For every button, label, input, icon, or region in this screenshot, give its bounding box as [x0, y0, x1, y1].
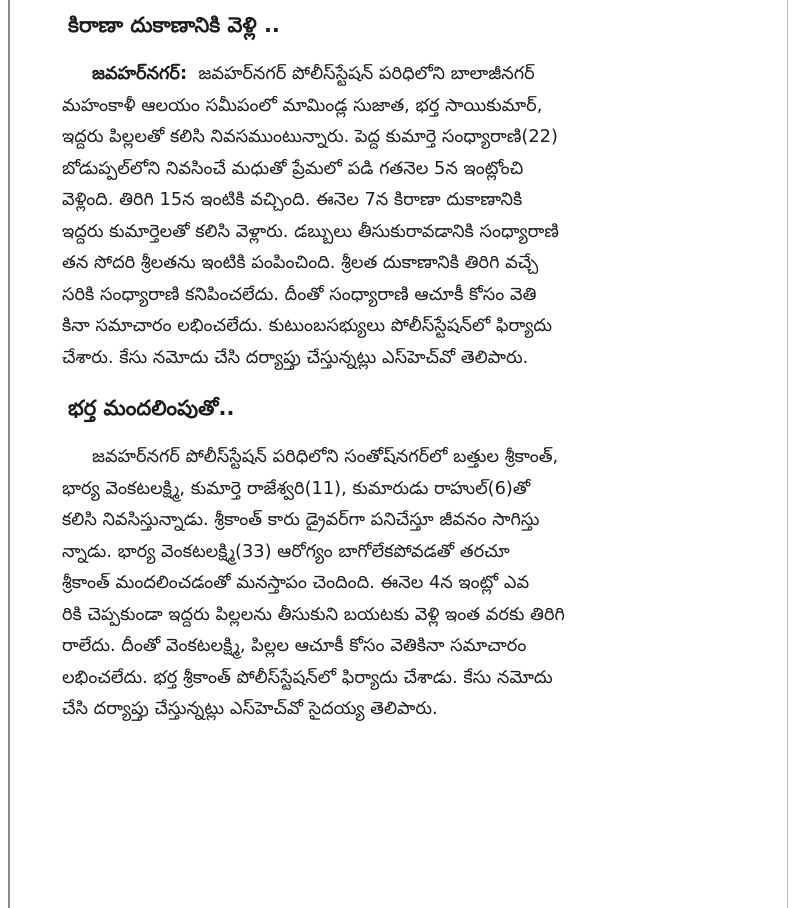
story1-line: మహంకాళీ ఆలయం సమీపంలో మామిండ్ల సుజాత, భర్త సాయికుమార్‌, — [62, 94, 543, 116]
story1-line: ఇద్దరు కుమార్తెలతో కలిసి వెళ్లారు. డబ్బులు తీసుకురావడానికి సంధ్యారాణి — [62, 220, 559, 242]
story2-line: రికి చెప్పకుండా ఇద్దరు పిల్లలను తీసుకుని బయటకు వెళ్లి ఇంత వరకు తిరిగి — [62, 603, 565, 625]
story1-line: బోడుప్పల్‌లోని నివసించే మధుతో ప్రేమలో పడి గతనెల 5న ఇంట్లోంచి — [62, 157, 524, 179]
story1-line — [62, 58, 762, 90]
story2-line: న్నాడు. భార్య వెంకటలక్ష్మి(33) ఆరోగ్యం బాగోలేకపోవడతో తరచూ — [62, 540, 510, 562]
article-column — [62, 10, 762, 725]
story2-line: భార్య వెంకటలక్ష్మి, కుమార్తె రాజేశ్వరి(11), కుమారుడు రాహుల్‌(6)తో — [62, 477, 531, 499]
story1-heading: కిరాణా దుకాణానికి వెళ్లి .. — [68, 13, 280, 37]
story1-line: చేశారు. కేసు నమోదు చేసి దర్యాప్తు చేస్తున్నట్లు ఎస్‌హెచ్‌వో తెలిపారు. — [62, 346, 529, 368]
right-column-rule — [787, 0, 788, 908]
story1-line: కినా సమాచారం లభించలేదు. కుటుంబసభ్యులు పోలీస్‌స్టేషన్‌లో ఫిర్యాదు — [62, 315, 553, 336]
story2-line: శ్రీకాంత్‌ మందలించడంతో మనస్తాపం చెందింది. ఈనెల 4న ఇంట్లో ఎవ — [62, 572, 530, 593]
story1-line: తన సోదరి శ్రీలతను ఇంటికి పంపించింది. శ్రీలత దుకాణానికి తిరిగి వచ్చే — [62, 252, 539, 273]
story2-line: జవహర్‌నగర్‌ పోలీస్‌స్టేషన్‌ పరిధిలోని సంతోష్‌నగర్‌లో బత్తుల శ్రీకాంత్‌, — [92, 446, 559, 467]
story1-line: ఇద్దరు పిల్లలతో కలిసి నివసముంటున్నారు. పెద్ద కుమార్తె సంధ్యారాణి(22) — [62, 126, 558, 147]
story1-dateline: జవహర్‌నగర్‌: — [92, 63, 188, 84]
story2-body — [62, 441, 762, 725]
story2-heading: భర్త మందలింపుతో.. — [68, 396, 235, 420]
story1-body — [62, 58, 762, 373]
story2-line: చేసి దర్యాప్తు చేస్తున్నట్లు ఎస్‌హెచ్‌వో సైదయ్య తెలిపారు. — [62, 698, 438, 719]
story1-line-text: జవహర్‌నగర్‌ పోలీస్‌స్టేషన్‌ పరిధిలోని బాలాజీనగర్‌ — [198, 63, 535, 84]
story2-line: రాలేదు. దీంతో వెంకటలక్ష్మి, పిల్లల ఆచూకీ కోసం వెతికినా సమాచారం — [62, 635, 527, 656]
story2-line: లభించలేదు. భర్త శ్రీకాంత్‌ పోలీస్‌స్టేషన్‌లో ఫిర్యాదు చేశాడు. కేసు నమోదు — [62, 666, 553, 688]
story1-line: సరికి సంధ్యారాణి కనిపించలేదు. దీంతో సంధ్యారాణి ఆచూకీ కోసం వెతి — [62, 283, 537, 305]
story1-line: వెళ్లింది. తిరిగి 15న ఇంటికి వచ్చింది. ఈనెల 7న కిరాణా దుకాణానికి — [62, 189, 523, 210]
left-column-rule — [8, 0, 10, 908]
story2-line: కలిసి నివసిస్తున్నాడు. శ్రీకాంత్‌ కారు డ్రైవర్‌గా పనిచేస్తూ జీవనం సాగిస్తు — [62, 509, 540, 530]
